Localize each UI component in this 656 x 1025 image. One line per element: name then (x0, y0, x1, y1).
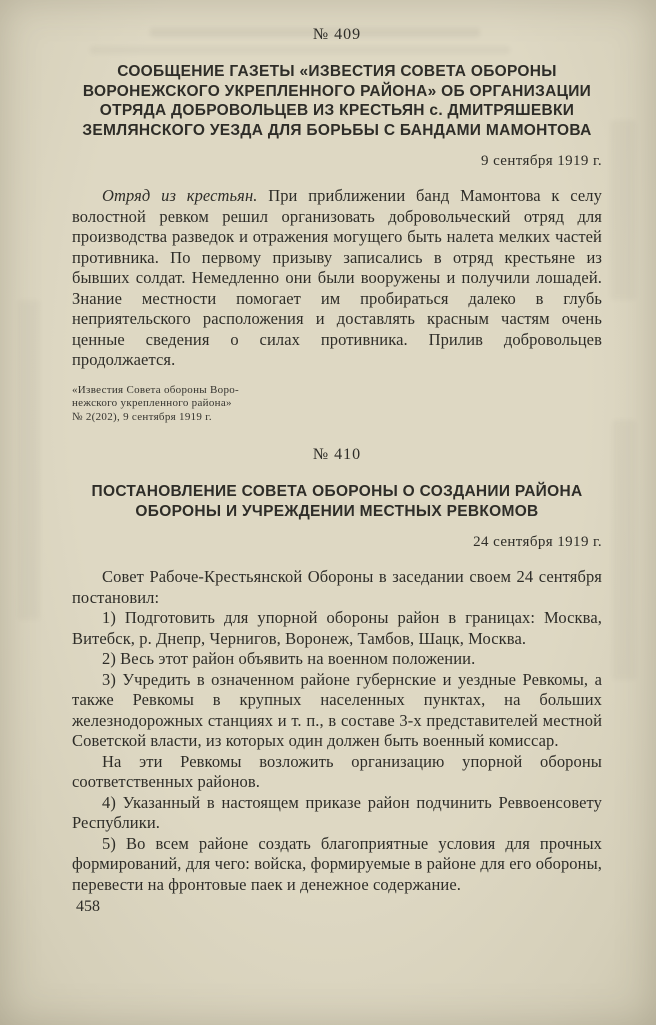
doc-410-title (72, 482, 602, 521)
doc-410-paragraph: Совет Рабоче-Крестьянской Обороны в заседании своем 24 сентября постановил: (72, 567, 602, 607)
doc-409-paragraph-text: При приближении банд Мамонтова к селу волостной ревком решил организовать добровольческий отряд для производства разведок и отражения могущего быть налета мелких частей противника. По первому призыву записались в отряд крестьяне из бывших солдат. Немедленно они были вооружены и получили лошадей. Знание местности помогает им пробираться далеко в глубь неприятельского расположения и доставлять красным частям очень ценные сведения о силах противника. Прилив добровольцев продолжается. (72, 186, 602, 369)
doc-410-body (72, 567, 602, 895)
doc-409-date: 9 сентября 1919 г. (481, 153, 602, 169)
doc-409-lead-phrase: Отряд из крестьян. (102, 186, 258, 205)
source-citation-line: № 2(202), 9 сентября 1919 г. (72, 410, 212, 423)
doc-409-title (72, 62, 602, 140)
doc-410-paragraph: На эти Ревкомы возложить организацию упорной обороны соответственных районов. (72, 751, 602, 791)
doc-409-title-line: ЗЕМЛЯНСКОГО УЕЗДА ДЛЯ БОРЬБЫ С БАНДАМИ МАМОНТОВА (82, 121, 592, 139)
source-citation-line: «Известия Совета обороны Воро- (72, 383, 240, 396)
bleed-through-texture (612, 420, 636, 680)
doc-409-number: № 409 (312, 26, 362, 43)
doc-410-paragraph: 5) Во всем районе создать благоприятные условия для прочных формирований, для чего: войска, формируемые в районе для его обороны, перевести на фронтовые паек и денежное содержание. (72, 833, 602, 894)
doc-409-title-line: ВОРОНЕЖСКОГО УКРЕПЛЕННОГО РАЙОНА» ОБ ОРГАНИЗАЦИИ (82, 82, 592, 100)
source-citation-line: нежского укрепленного района» (72, 397, 232, 409)
bleed-through-texture (18, 300, 40, 620)
doc-410-paragraph: 3) Учредить в означенном районе губернские и уездные Ревкомы, а также Ревкомы в крупных населенных пунктах, на больших железнодорожных станциях и т. п., в составе 3-х представителей местной Советской власти, из которых один должен быть военный комиссар. (72, 669, 602, 750)
doc-410-title-line: ПОСТАНОВЛЕНИЕ СОВЕТА ОБОРОНЫ О СОЗДАНИИ РАЙОНА (91, 483, 583, 500)
doc-409-paragraph (72, 186, 602, 371)
doc-410-title-line: ОБОРОНЫ И УЧРЕЖДЕНИИ МЕСТНЫХ РЕВКОМОВ (135, 502, 539, 520)
doc-410-date: 24 сентября 1919 г. (473, 534, 602, 550)
doc-409-source-citation (72, 384, 602, 425)
page-number: 458 (76, 898, 100, 915)
doc-410-paragraph: 1) Подготовить для упорной обороны район в границах: Москва, Витебск, р. Днепр, Чернигов, Воронеж, Тамбов, Шацк, Москва. (72, 608, 602, 648)
doc-409-title-line: ОТРЯДА ДОБРОВОЛЬЦЕВ ИЗ КРЕСТЬЯН с. ДМИТРЯШЕВКИ (99, 102, 575, 119)
bleed-through-texture (610, 120, 636, 300)
document-410 (72, 446, 602, 895)
doc-410-paragraph: 4) Указанный в настоящем приказе район подчинить Реввоенсовету Республики. (72, 792, 602, 832)
doc-409-body (72, 186, 602, 371)
page-content (72, 0, 602, 895)
doc-409-title-line: СООБЩЕНИЕ ГАЗЕТЫ «ИЗВЕСТИЯ СОВЕТА ОБОРОНЫ (117, 63, 557, 80)
doc-410-paragraph: 2) Весь этот район объявить на военном положении. (102, 649, 476, 668)
doc-410-number: № 410 (312, 446, 362, 463)
document-409 (72, 0, 602, 424)
